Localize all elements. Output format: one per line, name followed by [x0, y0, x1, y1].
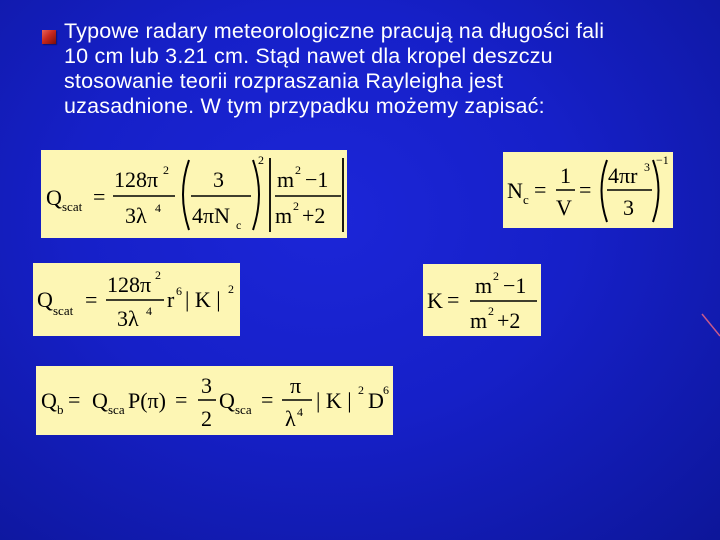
eq5-equals-3: = — [261, 387, 274, 412]
eq1-f1-den-exp: 4 — [155, 201, 161, 215]
equation-qscat-full — [41, 150, 347, 238]
eq2-f1-num: 1 — [560, 163, 571, 188]
eq1-f2-num: 3 — [213, 167, 224, 192]
eq5-f2-den-exp: 4 — [297, 405, 303, 419]
eq5-q3-sub: sca — [235, 402, 252, 417]
eq5-d-exp: 6 — [383, 383, 389, 397]
eq1-f2-den: 4πN — [192, 203, 230, 228]
eq1-f3-den-b: +2 — [302, 203, 326, 228]
eq5-equals-1: = — [68, 387, 81, 412]
eq5-equals-2: = — [175, 387, 188, 412]
eq2-left-paren — [602, 160, 608, 222]
eq2-f2-num: 4πr — [608, 163, 638, 188]
eq1-left-paren — [183, 160, 189, 230]
eq3-lhs: Q — [37, 287, 53, 312]
eq1-f1-num-exp: 2 — [163, 163, 169, 177]
eq5-lhs: Q — [41, 388, 57, 413]
equation-nc — [503, 152, 673, 228]
eq3-f-num-exp: 2 — [155, 268, 161, 282]
eq2-right-paren — [653, 160, 659, 222]
eq3-f-den-exp: 4 — [146, 304, 152, 318]
eq1-bracket-exp: 2 — [258, 153, 264, 167]
eq4-equals: = — [447, 287, 460, 312]
text-line-1: Typowe radary meteorologiczne pracują na długości fali — [64, 19, 605, 43]
eq5-k: | K | — [316, 388, 352, 413]
eq3-r: r — [167, 287, 175, 312]
eq5-f2-den: λ — [285, 406, 296, 431]
decorative-line-icon — [680, 300, 720, 340]
eq2-f2-den: 3 — [623, 195, 634, 220]
eq5-f2-num: π — [290, 373, 302, 398]
eq1-f3-num-exp: 2 — [295, 163, 301, 177]
eq3-f-den: 3λ — [117, 306, 139, 331]
eq2-f1-den: V — [556, 195, 572, 220]
text-line-3: stosowanie teorii rozpraszania Rayleigha jest — [64, 69, 504, 93]
eq5-k-exp: 2 — [358, 383, 364, 397]
eq2-lhs: N — [507, 178, 523, 203]
eq1-f2-den-sub: c — [236, 218, 242, 232]
eq5-q2: Q — [92, 388, 108, 413]
eq3-r-exp: 6 — [176, 284, 182, 298]
eq4-den-exp: 2 — [488, 304, 494, 318]
eq3-equals: = — [85, 287, 98, 312]
eq4-den-a: m — [470, 308, 488, 333]
eq3-f-num: 128π — [107, 272, 152, 297]
eq1-right-paren — [253, 160, 259, 230]
eq5-lhs-sub: b — [57, 402, 64, 417]
slide-body-text — [64, 19, 704, 119]
eq4-num-exp: 2 — [493, 269, 499, 283]
eq5-p: P(π) — [128, 388, 166, 413]
eq1-f1-num: 128π — [114, 167, 159, 192]
eq1-f3-den-exp: 2 — [293, 199, 299, 213]
eq4-num-b: −1 — [503, 273, 527, 298]
eq1-f3-num-b: −1 — [305, 167, 329, 192]
eq5-q3: Q — [219, 388, 235, 413]
eq3-k: | K | — [185, 287, 221, 312]
bullet-square-icon — [42, 30, 56, 44]
eq5-f1-num: 3 — [201, 373, 212, 398]
eq5-d: D — [368, 388, 384, 413]
eq1-f3-den-a: m — [275, 203, 293, 228]
eq4-lhs: K — [427, 288, 443, 313]
eq1-lhs: Q — [46, 185, 62, 210]
eq1-equals: = — [93, 184, 106, 209]
eq2-f2-num-exp: 3 — [644, 160, 650, 174]
text-line-2: 10 cm lub 3.21 cm. Stąd nawet dla kropel deszczu — [64, 44, 553, 68]
eq3-k-exp: 2 — [228, 282, 234, 296]
eq4-den-b: +2 — [497, 308, 521, 333]
equation-k — [423, 264, 541, 336]
eq1-f3-num-a: m — [277, 167, 295, 192]
equation-qb — [36, 366, 393, 435]
eq1-f1-den: 3λ — [125, 203, 147, 228]
eq4-num-a: m — [475, 273, 493, 298]
eq2-lhs-sub: c — [523, 192, 529, 207]
eq2-equals-1: = — [534, 177, 547, 202]
eq2-equals-2: = — [579, 177, 592, 202]
eq5-q2-sub: sca — [108, 402, 125, 417]
eq3-lhs-sub: scat — [53, 303, 74, 318]
eq2-paren-exp: −1 — [656, 153, 669, 167]
eq1-lhs-sub: scat — [62, 199, 83, 214]
eq5-f1-den: 2 — [201, 406, 212, 431]
equation-qscat-short — [33, 263, 240, 336]
text-line-4: uzasadnione. W tym przypadku możemy zapisać: — [64, 94, 545, 118]
